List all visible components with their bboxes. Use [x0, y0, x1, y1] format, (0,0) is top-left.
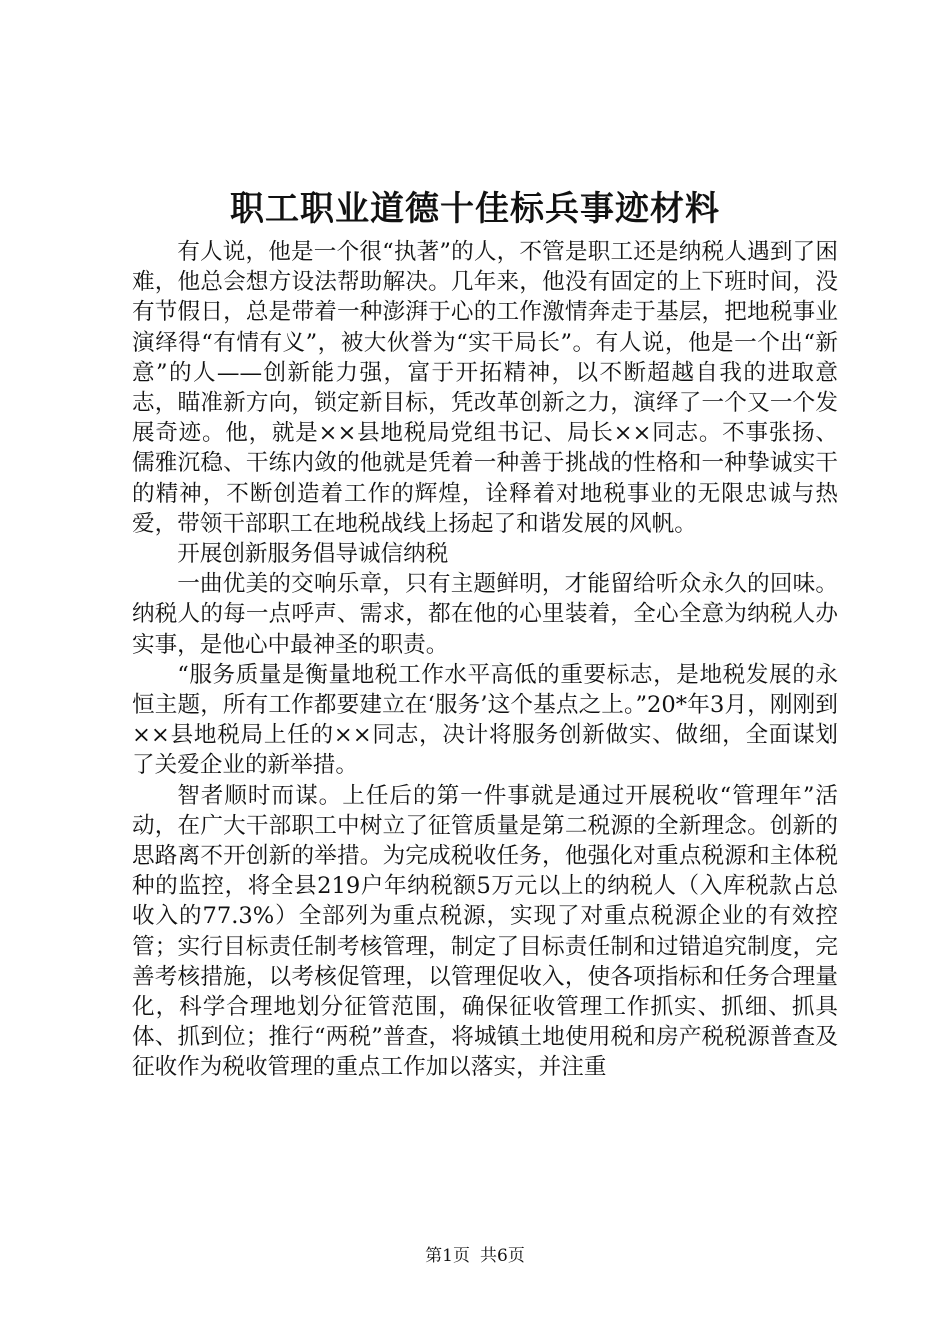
page-total: 共6页	[480, 1246, 525, 1266]
paragraph-service-quality: “服务质量是衡量地税工作水平高低的重要标志，是地税发展的永恒主题，所有工作都要建立在‘服务’这个基点之上。”20*年3月，刚刚到××县地税局上任的××同志，决计将服务创新做实、做细，全面谋划了关爱企业的新举措。	[132, 661, 838, 779]
page-number: 第1页	[425, 1246, 470, 1266]
section-heading: 开展创新服务倡导诚信纳税	[177, 541, 449, 568]
paragraph-intro: 有人说，他是一个很“执著”的人，不管是职工还是纳税人遇到了困难，他总会想方设法帮助解决。几年来，他没有固定的上下班时间，没有节假日，总是带着一种澎湃于心的工作激情奔走于基层，把地税事业演绎得“有情有义”，被大伙誉为“实干局长”。有人说，他是一个出“新意”的人——创新能力强，富于开拓精神，以不断超越自我的进取意志，瞄准新方向，锁定新目标，凭改革创新之力，演绎了一个又一个发展奇迹。他，就是××县地税局党组书记、局长××同志。不事张扬、儒雅沉稳、干练内敛的他就是凭着一种善于挑战的性格和一种挚诚实干的精神，不断创造着工作的辉煌，诠释着对地税事业的无限忠诚与热爱，带领干部职工在地税战线上扬起了和谐发展的风帆。	[132, 239, 838, 537]
document-body	[132, 237, 838, 1083]
page-footer	[0, 1244, 950, 1268]
paragraph-symphony: 一曲优美的交响乐章，只有主题鲜明，才能留给听众永久的回味。纳税人的每一点呼声、需求，都在他的心里装着，全心全意为纳税人办实事，是他心中最神圣的职责。	[132, 571, 838, 658]
paragraph-management-year: 智者顺时而谋。上任后的第一件事就是通过开展税收“管理年”活动，在广大干部职工中树立了征管质量是第二税源的全新理念。创新的思路离不开创新的举措。为完成税收任务，他强化对重点税源和主体税种的监控，将全县219户年纳税额5万元以上的纳税人（入库税款占总收入的77.3%）全部列为重点税源，实现了对重点税源企业的有效控管；实行目标责任制考核管理，制定了目标责任制和过错追究制度，完善考核措施，以考核促管理，以管理促收入，使各项指标和任务合理量化，科学合理地划分征管范围，确保征收管理工作抓实、抓细、抓具体、抓到位；推行“两税”普查，将城镇土地使用税和房产税税源普查及征收作为税收管理的重点工作加以落实，并注重	[132, 782, 838, 1081]
document-title: 职工职业道德十佳标兵事迹材料	[230, 189, 720, 229]
